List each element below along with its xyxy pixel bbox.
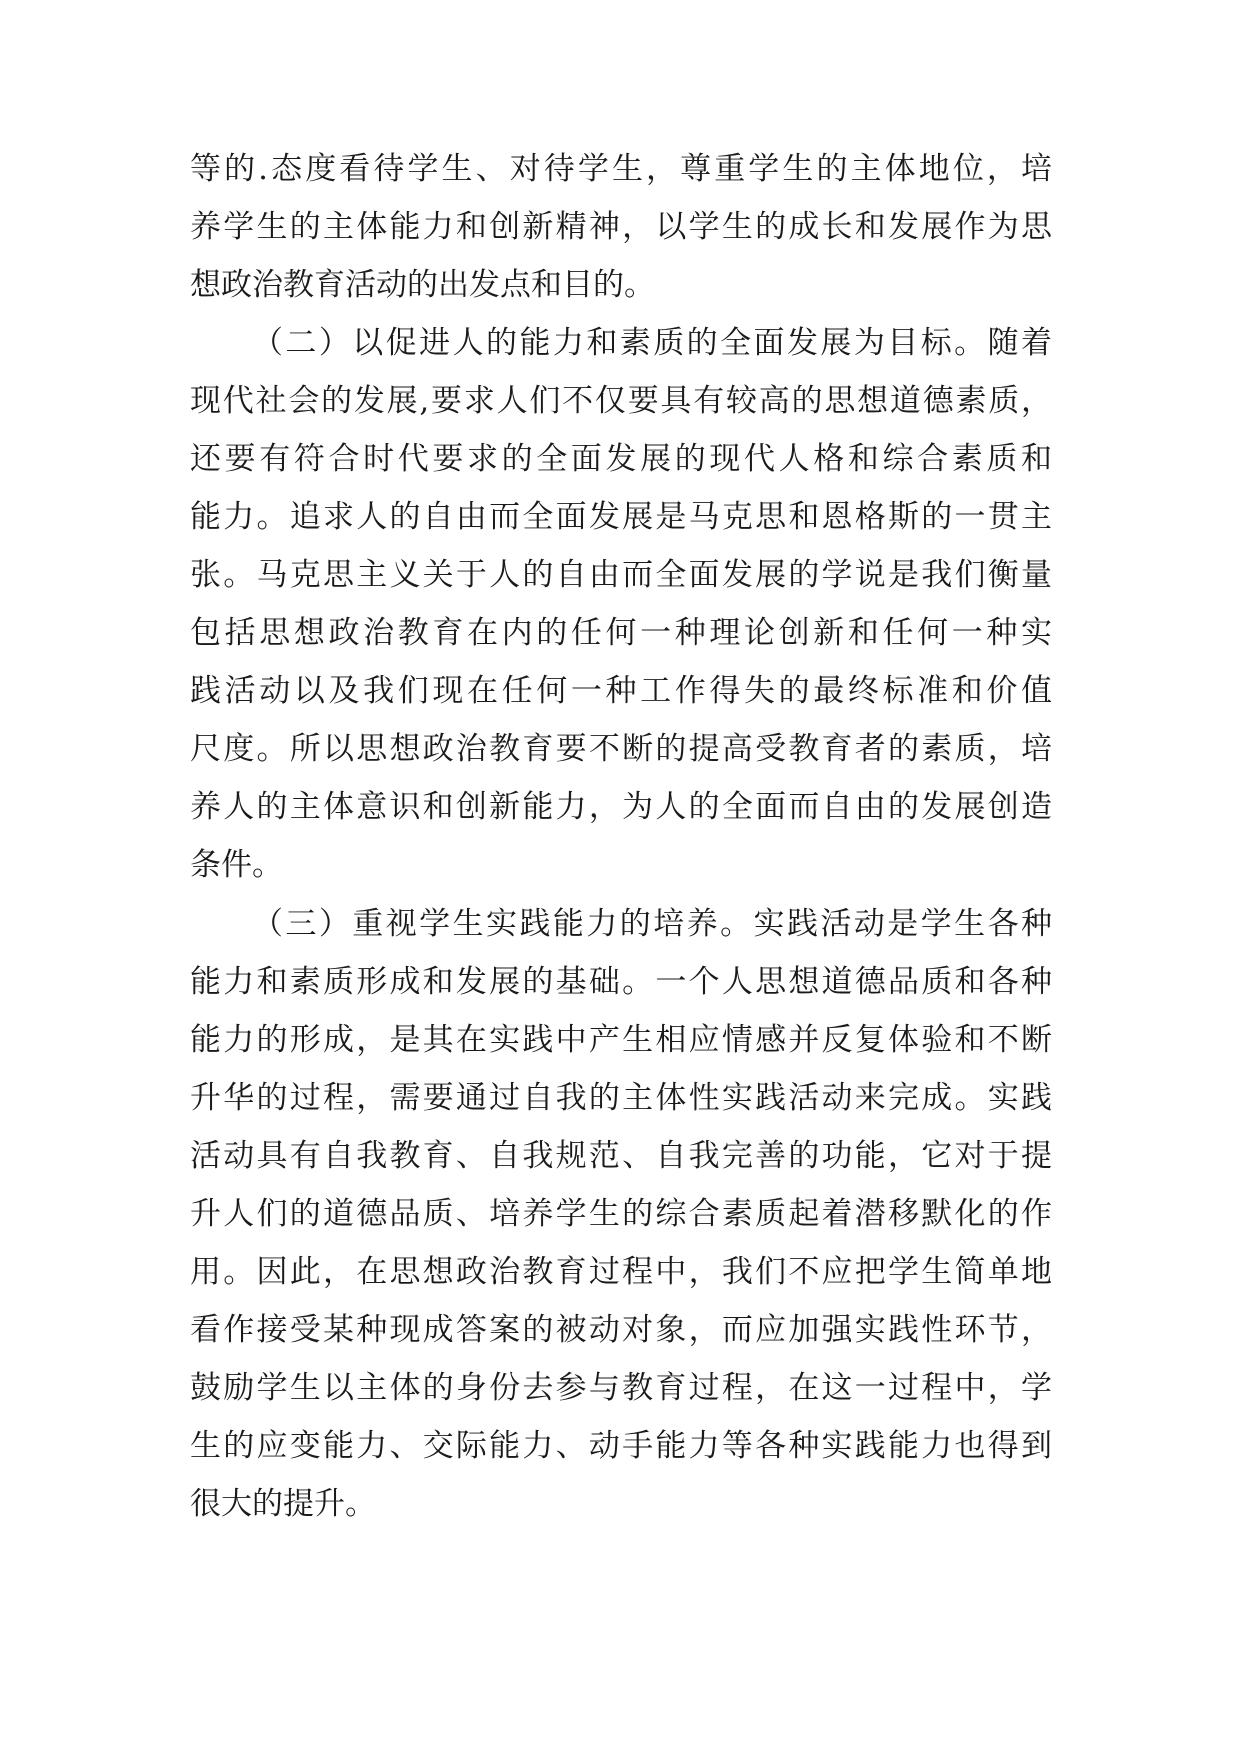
text-line: 践活动以及我们现在任何一种工作得失的最终标准和价值: [190, 673, 1052, 709]
text-line: （二）以促进人的能力和素质的全面发展为目标。随着: [252, 325, 1052, 361]
text-line: 活动具有自我教育、自我规范、自我完善的功能，它对于提: [190, 1138, 1052, 1174]
text-line: 能力的形成，是其在实践中产生相应情感并反复体验和不断: [190, 1022, 1052, 1058]
text-line: 还要有符合时代要求的全面发展的现代人格和综合素质和: [190, 441, 1052, 477]
text-line: 能力和素质形成和发展的基础。一个人思想道德品质和各种: [190, 964, 1052, 1000]
text-line: 条件。: [190, 847, 283, 883]
text-line: 尺度。所以思想政治教育要不断的提高受教育者的素质，培: [190, 731, 1052, 767]
text-line: 想政治教育活动的出发点和目的。: [190, 267, 655, 303]
text-line: 很大的提升。: [190, 1486, 376, 1522]
text-line: 等的.态度看待学生、对待学生，尊重学生的主体地位，培: [190, 151, 1052, 187]
text-line: 能力。追求人的自由而全面发展是马克思和恩格斯的一贯主: [190, 499, 1052, 535]
text-line: 鼓励学生以主体的身份去参与教育过程，在这一过程中，学: [190, 1370, 1052, 1406]
text-line: 养学生的主体能力和创新精神，以学生的成长和发展作为思: [190, 209, 1052, 245]
text-line: 升人们的道德品质、培养学生的综合素质起着潜移默化的作: [190, 1196, 1052, 1232]
text-line: 看作接受某种现成答案的被动对象，而应加强实践性环节，: [190, 1312, 1052, 1348]
text-line: 包括思想政治教育在内的任何一种理论创新和任何一种实: [190, 615, 1052, 651]
text-line: 现代社会的发展,要求人们不仅要具有较高的思想道德素质，: [190, 383, 1052, 419]
text-line: 养人的主体意识和创新能力，为人的全面而自由的发展创造: [190, 789, 1052, 825]
text-line: 升华的过程，需要通过自我的主体性实践活动来完成。实践: [190, 1080, 1052, 1116]
text-line: （三）重视学生实践能力的培养。实践活动是学生各种: [252, 906, 1052, 942]
text-line: 用。因此，在思想政治教育过程中，我们不应把学生简单地: [190, 1254, 1052, 1290]
text-line: 张。马克思主义关于人的自由而全面发展的学说是我们衡量: [190, 557, 1052, 593]
text-line: 生的应变能力、交际能力、动手能力等各种实践能力也得到: [190, 1428, 1052, 1464]
